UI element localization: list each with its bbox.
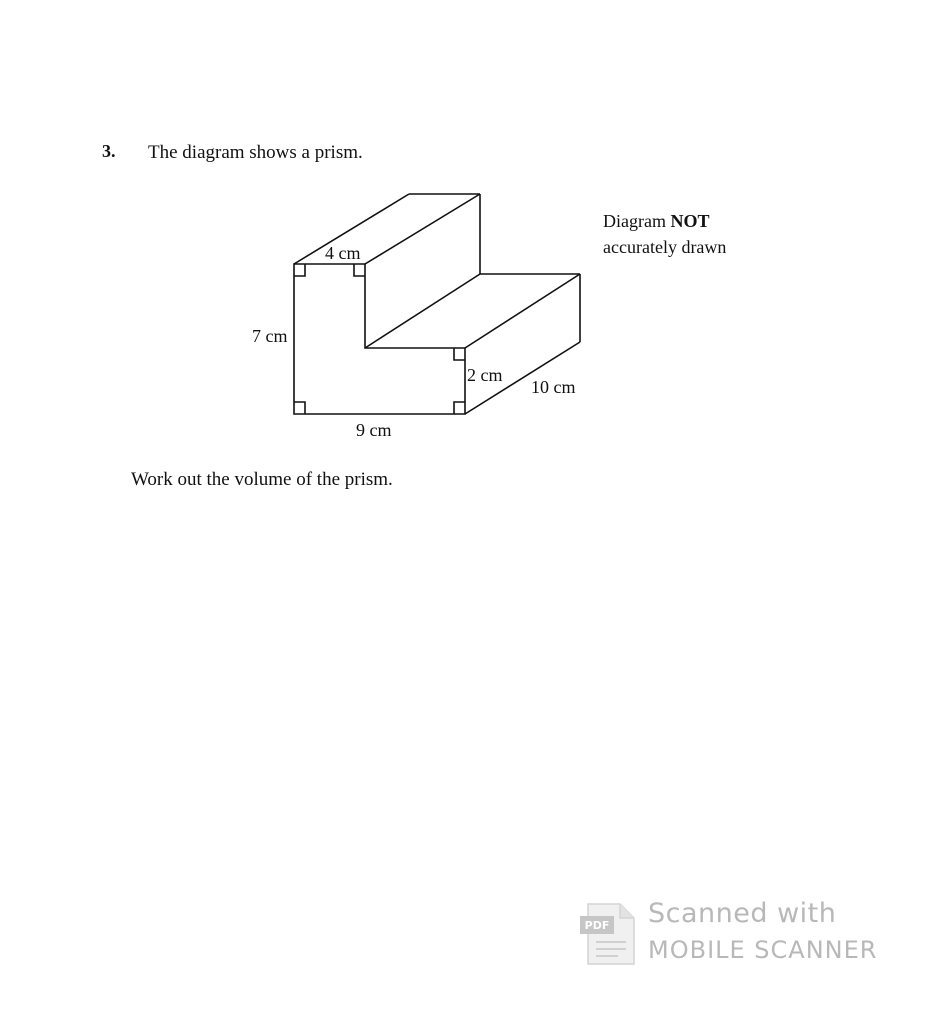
label-step-height: 2 cm (467, 365, 503, 385)
note-text: Diagram (603, 211, 671, 231)
right-angle-marker (354, 264, 365, 276)
prism-edge-step-right (465, 274, 580, 348)
right-angle-marker (294, 264, 305, 276)
label-height: 7 cm (252, 326, 288, 346)
watermark-line2: MOBILE SCANNER (648, 936, 878, 964)
question-intro: The diagram shows a prism. (148, 142, 363, 163)
right-angle-marker (294, 402, 305, 414)
scanner-watermark (580, 898, 900, 968)
watermark-line1: Scanned with (648, 898, 837, 929)
label-base-width: 9 cm (356, 420, 392, 440)
note-emphasis: NOT (670, 211, 710, 231)
right-angle-marker (454, 402, 465, 414)
label-depth: 10 cm (531, 377, 576, 397)
diagram-note (603, 208, 726, 260)
label-top-width: 4 cm (325, 243, 361, 263)
note-text-line2: accurately drawn (603, 237, 727, 257)
question-number: 3. (102, 141, 116, 161)
prism-edge-inner-step (365, 274, 480, 348)
pdf-document-icon (580, 902, 636, 966)
pdf-icon-label: PDF (584, 919, 610, 932)
right-angle-marker (454, 348, 465, 360)
prism-edge-top-right (365, 194, 480, 264)
question-instruction: Work out the volume of the prism. (131, 469, 393, 490)
